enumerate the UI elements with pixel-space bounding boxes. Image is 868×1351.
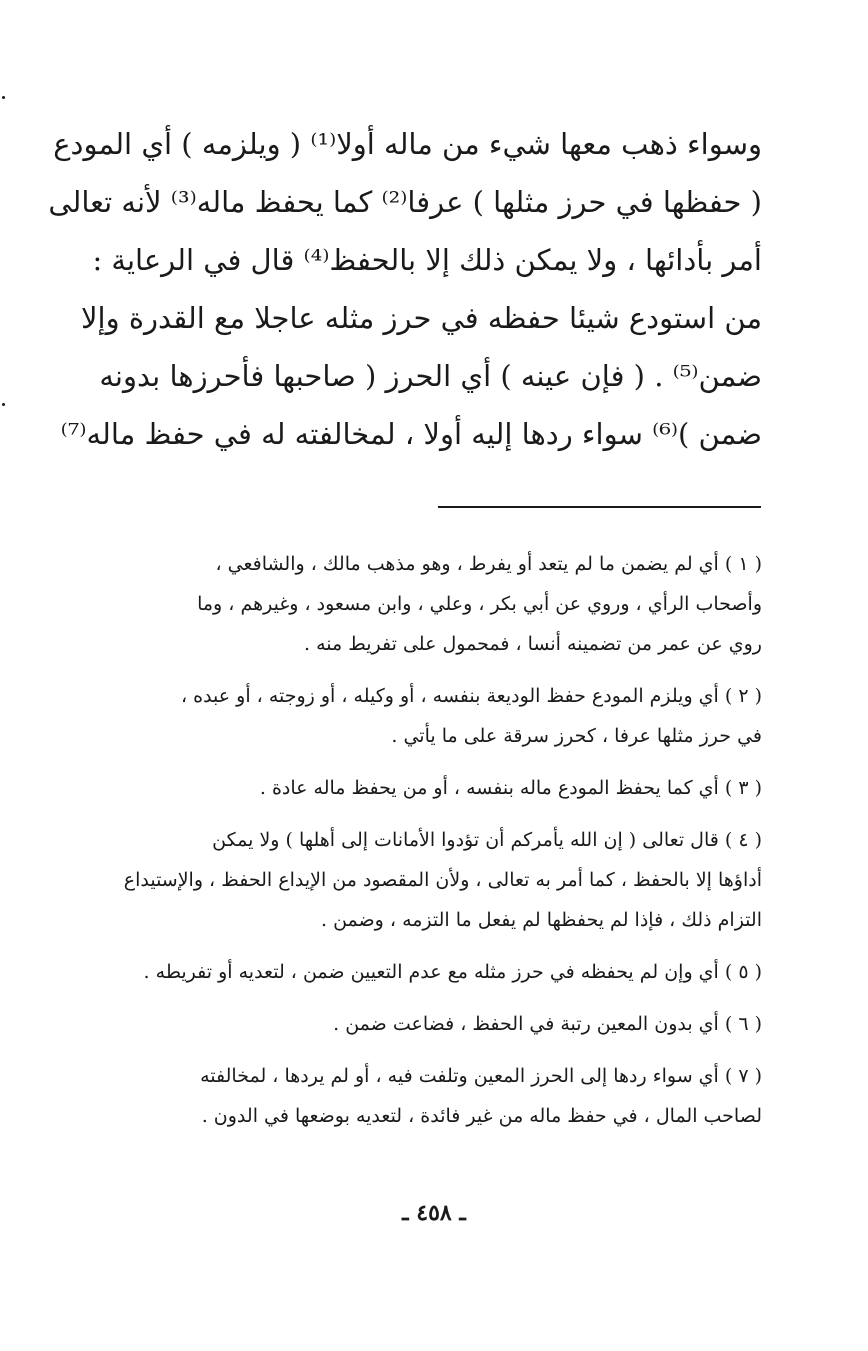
main-text-line: ضمن )⁽⁶⁾ سواء ردها إليه أولا ، لمخالفته له في حفظ ماله⁽⁷⁾: [60, 417, 762, 451]
footnote-line: ( ٥ ) أي وإن لم يحفظه في حرز مثله مع عدم التعيين ضمن ، لتعديه أو تفريطه .: [143, 961, 762, 983]
main-text-line: أمر بأدائها ، ولا يمكن ذلك إلا بالحفظ⁽⁴⁾ قال في الرعاية :: [92, 243, 762, 277]
footnote-line: ( ٤ ) قال تعالى ( إن الله يأمركم أن تؤدوا الأمانات إلى أهلها ) ولا يمكن: [212, 829, 762, 851]
main-text-line: وسواء ذهب معها شيء من ماله أولا⁽¹⁾ ( ويلزمه ) أي المودع: [53, 127, 762, 161]
footnote-line: التزام ذلك ، فإذا لم يحفظها لم يفعل ما التزمه ، وضمن .: [321, 909, 762, 931]
footnote-line: ( ٦ ) أي بدون المعين رتبة في الحفظ ، فضاعت ضمن .: [333, 1013, 762, 1035]
main-text-line: ( حفظها في حرز مثلها ) عرفا⁽²⁾ كما يحفظ ماله⁽³⁾ لأنه تعالى: [48, 185, 762, 219]
scan-edge-mark: [2, 96, 5, 99]
scan-edge-mark: [2, 403, 5, 406]
footnotes-block: [22, 544, 762, 1148]
footnote-line: وأصحاب الرأي ، وروي عن أبي بكر ، وعلي ، وابن مسعود ، وغيرهم ، وما: [197, 593, 762, 615]
footnote-line: لصاحب المال ، في حفظ ماله من غير فائدة ، لتعديه بوضعها في الدون .: [201, 1105, 762, 1127]
main-text-line: من استودع شيئا حفظه في حرز مثله عاجلا مع القدرة وإلا: [81, 301, 762, 335]
footnote-4: [22, 820, 762, 940]
footnote-6: [22, 1004, 762, 1044]
page-number: ـ ٤٥٨ ـ: [402, 1200, 466, 1226]
footnote-divider: [438, 506, 761, 508]
footnote-line: ( ٧ ) أي سواء ردها إلى الحرز المعين وتلفت فيه ، أو لم يردها ، لمخالفته: [200, 1065, 762, 1087]
main-text-line: ضمن⁽⁵⁾ . ( فإن عينه ) أي الحرز ( صاحبها فأحرزها بدونه: [99, 359, 762, 393]
footnote-line: ( ٢ ) أي ويلزم المودع حفظ الوديعة بنفسه ، أو وكيله ، أو زوجته ، أو عبده ،: [180, 685, 762, 707]
footnote-1: [22, 544, 762, 664]
footnote-line: أداؤها إلا بالحفظ ، كما أمر به تعالى ، ولأن المقصود من الإيداع الحفظ ، والإستيداع: [123, 869, 762, 891]
footnote-2: [22, 676, 762, 756]
main-text-block: [22, 115, 762, 463]
footnote-3: [22, 768, 762, 808]
footnote-5: [22, 952, 762, 992]
footnote-line: روي عن عمر من تضمينه أنسا ، فمحمول على تفريط منه .: [304, 633, 762, 655]
footnote-7: [22, 1056, 762, 1136]
footnote-line: ( ٣ ) أي كما يحفظ المودع ماله بنفسه ، أو من يحفظ ماله عادة .: [259, 777, 762, 799]
footnote-line: ( ١ ) أي لم يضمن ما لم يتعد أو يفرط ، وهو مذهب مالك ، والشافعي ،: [215, 553, 762, 575]
footnote-line: في حرز مثلها عرفا ، كحرز سرقة على ما يأتي .: [391, 725, 762, 747]
